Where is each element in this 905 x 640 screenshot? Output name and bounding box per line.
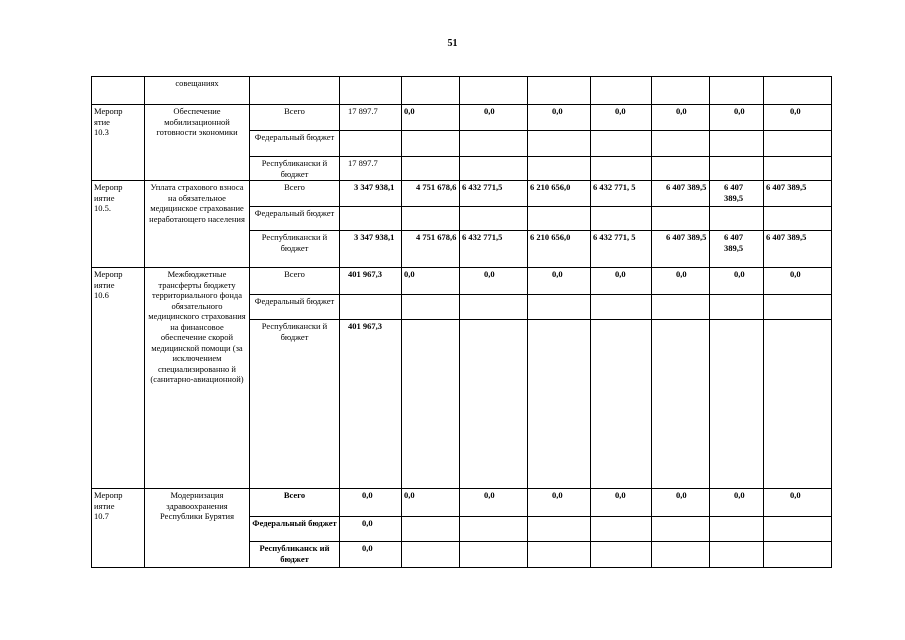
value-cell xyxy=(402,295,460,320)
value-cell: 0,0 xyxy=(591,489,652,517)
value-cell xyxy=(460,320,528,489)
value-cell: 4 751 678,6 xyxy=(402,231,460,268)
value-cell xyxy=(591,157,652,181)
value-cell: 0,0 xyxy=(340,517,402,542)
value-cell xyxy=(402,542,460,568)
value-cell xyxy=(591,295,652,320)
value-cell: 6 210 656,0 xyxy=(528,231,591,268)
measure-name: Меропр ятие 10.3 xyxy=(92,105,145,181)
value-cell xyxy=(340,295,402,320)
value-cell: 0,0 xyxy=(652,105,710,131)
value-cell: 0,0 xyxy=(528,489,591,517)
value-cell: 6 407 389,5 xyxy=(764,231,832,268)
value-cell xyxy=(710,295,764,320)
value-cell xyxy=(460,517,528,542)
value-cell xyxy=(652,207,710,231)
table-cell xyxy=(460,77,528,105)
source-label: Федеральный бюджет xyxy=(250,295,340,320)
source-label: Федеральный бюджет xyxy=(250,207,340,231)
table-cell xyxy=(591,77,652,105)
value-cell: 0,0 xyxy=(340,489,402,517)
measure-description: Модернизация здравоохранения Республики Бурятия xyxy=(145,489,250,568)
source-label: Республикански й бюджет xyxy=(250,157,340,181)
measure-name: Меропр иятие 10.6 xyxy=(92,268,145,489)
value-cell xyxy=(710,157,764,181)
value-cell: 6 407 389,5 xyxy=(710,181,764,207)
measure-name: Меропр иятие 10.7 xyxy=(92,489,145,568)
value-cell xyxy=(764,517,832,542)
value-cell: 0,0 xyxy=(710,268,764,295)
value-cell xyxy=(402,157,460,181)
value-cell: 0,0 xyxy=(460,105,528,131)
table-cell xyxy=(92,77,145,105)
value-cell: 401 967,3 xyxy=(340,320,402,489)
value-cell: 0,0 xyxy=(340,542,402,568)
value-cell xyxy=(764,295,832,320)
value-cell xyxy=(528,131,591,157)
source-label: Федеральный бюджет xyxy=(250,517,340,542)
measure-description: совещаниях xyxy=(145,77,250,105)
value-cell: 6 407 389,5 xyxy=(764,181,832,207)
value-cell xyxy=(402,517,460,542)
table-cell xyxy=(652,77,710,105)
value-cell: 6 432 771, 5 xyxy=(591,231,652,268)
value-cell xyxy=(460,157,528,181)
value-cell xyxy=(591,320,652,489)
budget-table xyxy=(91,76,832,568)
value-cell: 6 432 771,5 xyxy=(460,231,528,268)
value-cell: 0,0 xyxy=(764,489,832,517)
value-cell xyxy=(528,207,591,231)
value-cell xyxy=(764,542,832,568)
source-label: Республиканск ий бюджет xyxy=(250,542,340,568)
value-cell: 0,0 xyxy=(591,105,652,131)
value-cell: 0,0 xyxy=(764,105,832,131)
table-cell xyxy=(402,77,460,105)
value-cell: 6 432 771, 5 xyxy=(591,181,652,207)
value-cell xyxy=(340,207,402,231)
table-row xyxy=(92,77,832,105)
value-cell: 6 407 389,5 xyxy=(652,231,710,268)
value-cell xyxy=(764,320,832,489)
value-cell xyxy=(652,131,710,157)
value-cell: 0,0 xyxy=(652,489,710,517)
table-row xyxy=(92,268,832,295)
value-cell xyxy=(710,542,764,568)
value-cell: 3 347 938,1 xyxy=(340,231,402,268)
value-cell: 401 967,3 xyxy=(340,268,402,295)
table-row xyxy=(92,105,832,131)
value-cell: 0,0 xyxy=(460,489,528,517)
value-cell xyxy=(710,131,764,157)
value-cell xyxy=(402,320,460,489)
value-cell xyxy=(591,131,652,157)
value-cell xyxy=(528,157,591,181)
value-cell xyxy=(340,131,402,157)
value-cell xyxy=(652,295,710,320)
value-cell: 17 897.7 xyxy=(340,157,402,181)
value-cell xyxy=(652,320,710,489)
table-cell xyxy=(710,77,764,105)
value-cell xyxy=(710,320,764,489)
value-cell xyxy=(652,157,710,181)
table-row xyxy=(92,489,832,517)
source-label: Всего xyxy=(250,489,340,517)
value-cell xyxy=(460,207,528,231)
table-cell xyxy=(528,77,591,105)
measure-name: Меропр иятие 10.5. xyxy=(92,181,145,268)
value-cell xyxy=(528,295,591,320)
value-cell: 17 897.7 xyxy=(340,105,402,131)
source-label: Всего xyxy=(250,268,340,295)
measure-description: Межбюджетные трансферты бюджету территориального фонда обязательного медицинского страхования на финансовое обеспечение скорой медицинской помощи (за исключением специализированно й (санитарно-авиационной) xyxy=(145,268,250,489)
value-cell: 4 751 678,6 xyxy=(402,181,460,207)
value-cell xyxy=(591,517,652,542)
value-cell: 6 407 389,5 xyxy=(710,231,764,268)
value-cell: 0,0 xyxy=(528,105,591,131)
source-label: Всего xyxy=(250,181,340,207)
value-cell xyxy=(591,207,652,231)
value-cell: 0,0 xyxy=(710,489,764,517)
table-cell xyxy=(340,77,402,105)
table-cell xyxy=(250,77,340,105)
table-cell xyxy=(764,77,832,105)
value-cell xyxy=(764,207,832,231)
source-label: Республикански й бюджет xyxy=(250,231,340,268)
value-cell: 0,0 xyxy=(764,268,832,295)
value-cell xyxy=(652,517,710,542)
value-cell xyxy=(710,207,764,231)
value-cell: 0,0 xyxy=(402,268,460,295)
value-cell: 0,0 xyxy=(710,105,764,131)
value-cell: 0,0 xyxy=(402,489,460,517)
value-cell xyxy=(652,542,710,568)
page-number: 51 xyxy=(447,38,458,49)
value-cell xyxy=(460,295,528,320)
value-cell xyxy=(764,157,832,181)
value-cell xyxy=(460,542,528,568)
value-cell xyxy=(591,542,652,568)
value-cell: 0,0 xyxy=(528,268,591,295)
source-label: Республикански й бюджет xyxy=(250,320,340,489)
measure-description: Уплата страхового взноса на обязательное медицинское страхование неработающего населения xyxy=(145,181,250,268)
value-cell xyxy=(710,517,764,542)
source-label: Федеральный бюджет xyxy=(250,131,340,157)
value-cell: 6 407 389,5 xyxy=(652,181,710,207)
value-cell: 6 210 656,0 xyxy=(528,181,591,207)
value-cell xyxy=(402,207,460,231)
value-cell: 0,0 xyxy=(652,268,710,295)
value-cell: 0,0 xyxy=(460,268,528,295)
value-cell xyxy=(764,131,832,157)
value-cell xyxy=(528,542,591,568)
value-cell: 0,0 xyxy=(591,268,652,295)
source-label: Всего xyxy=(250,105,340,131)
value-cell xyxy=(402,131,460,157)
value-cell: 0,0 xyxy=(402,105,460,131)
value-cell xyxy=(528,320,591,489)
value-cell xyxy=(460,131,528,157)
value-cell: 6 432 771,5 xyxy=(460,181,528,207)
value-cell: 3 347 938,1 xyxy=(340,181,402,207)
measure-description: Обеспечение мобилизационной готовности экономики xyxy=(145,105,250,181)
table-row xyxy=(92,181,832,207)
value-cell xyxy=(528,517,591,542)
